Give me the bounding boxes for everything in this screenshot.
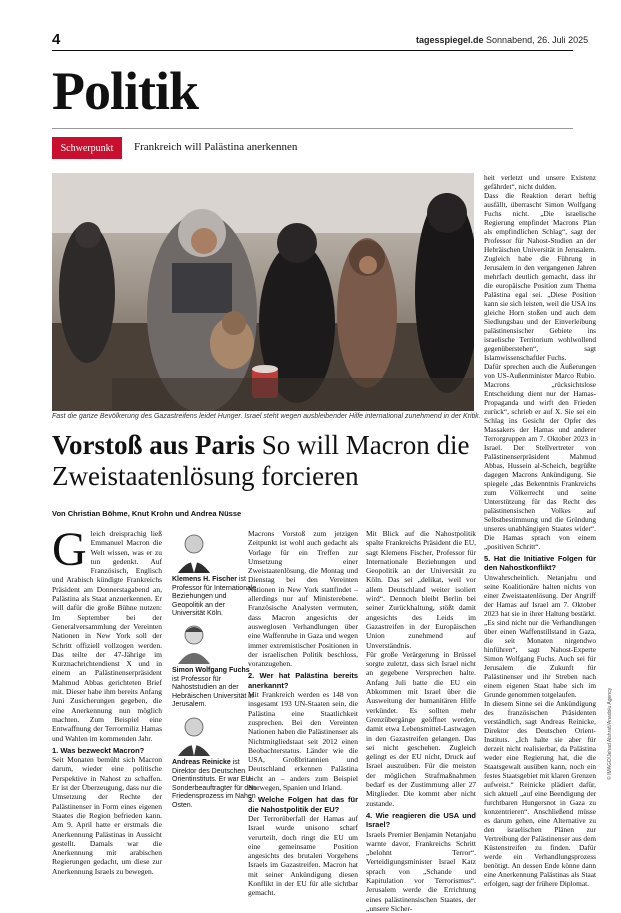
- photo-credit: © IMAGO/Jehad Alshrafi/Anadolu Agency: [607, 688, 613, 780]
- publication-name[interactable]: tagesspiegel.de: [416, 35, 484, 45]
- issue-date: Sonnabend, 26. Juli 2025: [486, 35, 588, 45]
- lead-paragraph: Gleich dreisprachig ließ Emmanuel Macron die Welt wissen, was er zu tun gedenkt. Auf Französisch, Englisch und Arabisch kündigte Frankreichs Präsident am Donnerstagabend an, Palästina als Staat anzuerkennen. Er will dafür die große Bühne nutzen: Im September bei der Generalversammlung der Vereinten Nationen in New York soll der Schritt offiziell vollzogen werden. Das teilte der 47-Jährige im Kurznachrichtendienst X und in einem an Palästinenserpräsident Mahmud Abbas gerichteten Brief mit. Dieser habe ihm bereits Anfang Juni Zusicherungen gegeben, die eine Anerkennung nun möglich machten. Zum Beispiel eine Entwaffnung der Terrormiliz Hamas und Wahlen im kommenden Jahr.: [52, 529, 162, 743]
- section-tag[interactable]: Schwerpunkt: [52, 137, 122, 159]
- paragraph: Dafür sprechen auch die Äußerungen von US-Außenminister Marco Rubio. Macrons „rücksichtslose Entscheidung dient nur der Hamas-Propaganda und wirft den Frieden zurück“, schrieb er auf X. Sie sei ein Schlag ins Gesicht der Opfer des Massakers der Hamas und anderer Terrorgruppen am 7. Oktober 2023 in Israel. Der Stellvertreter von Palästinenserpräsident Mahmud Abbas, Hussein al-Scheich, begrüßte dagegen Macrons Ankündigung. Sie spiegele „das Bekenntnis Frankreichs zum Völkerrecht und seine Unterstützung für das Recht des palästinensischen Volkes auf Selbstbestimmung und die Gründung unseres unabhängigen Staates wider“. Die Hamas sprach von einem „positiven Schritt“.: [484, 362, 596, 551]
- header-rule: [52, 50, 573, 51]
- headline: [52, 430, 474, 492]
- question-heading-1: 1. Was bezweckt Macron?: [52, 746, 162, 755]
- lead-photo-illustration: [52, 173, 474, 411]
- expert-name: Klemens H. Fischer: [172, 576, 237, 583]
- paragraph: Israels Premier Benjamin Netanjahu warnte davor, Frankreichs Schritt „belohnt Terror“. Verteidigungsminister Israel Katz sprach von „Schande und Kapitulation vor Terrorismus“. Jerusalem werde die Errichtung eines palästinensischen Staates, der „unsere Sicher-: [366, 830, 476, 913]
- paragraph: Der Terrorüberfall der Hamas auf Israel wurde unisono scharf verurteilt, doch ringt die EU um eine gemeinsame Position angesichts des brutalen Vorgehens Israels im Gazastreifen. Macron hat mit seiner Ankündigung diesen Konflikt in der EU für alle sichtbar gemacht.: [248, 814, 358, 898]
- lead-photo: [52, 173, 474, 411]
- article-column-4: [484, 173, 596, 888]
- paragraph: Macrons Vorstoß zum jetzigen Zeitpunkt ist wohl auch gedacht als Vorlage für ein Treffen zur Umsetzung einer Zweistaatenlösung, die Montag und Dienstag bei den Vereinten Nationen in New York stattfindet – allerdings nur auf Ministerebene. Französische Analysten vermuten, dass Macron angesichts der ausweglosen Verhandlungen über eine Waffenruhe in Gaza und wegen immer extremistischer Positionen in der israelischen Politik beschloss, voranzugehen.: [248, 529, 358, 668]
- portrait-fischer: [172, 529, 216, 573]
- paragraph: Seit Monaten bemüht sich Macron darum, wieder eine politische Perspektive in Nahost zu schaffen. Er ist der Überzeugung, dass nur die Umsetzung der Rechte der Palästinenser in Form eines eigenen Staates die Region befrieden kann. Am 9. April hatte er erstmals die Anerkennung Palästinas in Aussicht gestellt. Damals war die Anerkennung mit arabischen Regierungen gedacht, um diese zur Anerkennung Israels zu bewegen.: [52, 755, 162, 876]
- masthead: [416, 35, 588, 45]
- expert-description: ist Direktor des Deutschen Orientinstituts. Er war EU-Sonderbeauftragter für den Friedensprozess im Nahen Osten.: [172, 759, 256, 809]
- drop-cap: G: [52, 531, 87, 569]
- paragraph: Für große Verärgerung in Brüssel sorgte zuletzt, dass sich Israel nicht an gegebene Versprechen halte. Anfang Juli hatte die EU ein Abkommen mit Israel über die Ausweitung der humanitären Hilfe verkündet. Es sollten mehr Grenzübergänge geöffnet werden, damit etwa Lebensmittel-Lastwagen in den Gazastreifen gelangen. Das sei nicht geschehen. Zugleich gelingt es der EU nicht, Druck auf Israel auszuüben. Für die meisten der möglichen Strafmaßnahmen bedarf es der Zustimmung aller 27 Mitglieder. Die kommt aber nicht zustande.: [366, 650, 476, 808]
- expert-bio-1: [172, 529, 257, 619]
- expert-description: ist Professor für Nahoststudien an der Hebräischen Universität in Jerusalem.: [172, 676, 254, 709]
- paragraph: Unwahrscheinlich. Netanjahu und seine Koalitionäre halten nichts von einer Zweistaatenlösung. Der Angriff der Hamas auf Israel am 7. Oktober 2023 hat sie in ihrer Haltung bestärkt. „Es sind nicht nur die Verhandlungen über einen Waffenstillstand in Gaza, die seit Monaten nirgendwo hinführen“, sagt Nahost-Experte Simon Wolfgang Fuchs. Auch sei für Jerusalem die Zukunft für Palästinenser und ihr Streben nach einem eigenen Staat habe sich im Grunde genommen totgelaufen.: [484, 573, 596, 699]
- paragraph: Mit Blick auf die Nahostpolitik spalte Frankreichs Präsident die EU, sagt Klemens Fischer, Professor für Internationale Beziehungen und Geopolitik an der Universität zu Köln. Das sei „delikat, weil vor allem Deutschland weiter isoliert wird“. Dennoch bleibt Berlin bei seiner Zurückhaltung, stößt damit angesichts des Leids im Gazastreifen in der Europäischen Union zunehmend auf Unverständnis.: [366, 529, 476, 650]
- section-title: Politik: [52, 60, 198, 122]
- portrait-reinicke: [172, 712, 216, 756]
- question-heading-4: 4. Wie reagieren die USA und Israel?: [366, 811, 476, 830]
- photo-caption: Fast die ganze Bevölkerung des Gazastreifens leidet Hunger. Israel steht wegen ausbleibender Hilfe international zunehmend in der Kritik.: [52, 413, 474, 420]
- headline-text: So will Macron die Zweistaatenlösung forcieren: [52, 430, 470, 491]
- question-heading-3: 3. Welche Folgen hat das für die Nahostpolitik der EU?: [248, 795, 358, 814]
- question-heading-5: 5. Hat die Initiative Folgen für den Nahostkonflikt?: [484, 554, 596, 573]
- expert-bio-2: [172, 620, 257, 710]
- paragraph: In diesem Sinne sei die Ankündigung des französischen Präsidenten verständlich, sagt Andreas Reinicke, Direktor des Deutschen Orient-Instituts. „Ich halte sie aber für derzeit nicht realisierbar, da Palästina weder eine Regierung hat, die die Staatsgewalt ausüben kann, noch ein festes Staatsgebiet mit klaren Grenzen aufweist.“ Reinicke plädiert dafür, sich aktuell „auf eine Beendigung der furchtbaren Hungersnot in Gaza zu konzentrieren“. Anschließend müsse es darum gehen, eine Alternative zu den israelischen Plänen zur Vertreibung der Palästinenser aus dem Küstenstreifen zu finden. Dafür werde ein Verhandlungsprozess benötigt. An dessen Ende könne dann eine Anerkennung Palästinas als Staat erfolgen, sagt der frühere Diplomat.: [484, 699, 596, 888]
- paragraph: heit verletzt und unsere Existenz gefährdet“, nicht dulden.: [484, 173, 596, 191]
- paragraph: Mit Frankreich werden es 148 von insgesamt 193 UN-Staaten sein, die Palästina eine Staatlichkeit zusprechen. Bei den Vereinten Nationen haben die Palästinenser als Nichtmitgliedstaat seit 2012 einen Beobachterstatus. Länder wie die USA, Großbritannien und Deutschland erkennen Palästina nicht an – anders zum Beispiel Norwegen, Spanien und Irland.: [248, 690, 358, 792]
- paragraph: Dass die Reaktion derart heftig ausfällt, überrascht Simon Wolfgang Fuchs nicht. „Die israelische Regierung empfindet Macrons Plan als empfindlichen Schlag“, sagt der Professor für Nahost-Studien an der Hebräischen Universität in Jerusalem. Zugleich habe die Führung in Jerusalem in den vergangenen Jahren mehrfach deutlich gemacht, dass ihr die europäische Position zum Thema Palästina egal sei. „Diese Position kann sie sich leisten, weil die USA ins gleiche Horn stoßen und auch dem Siedlungsbau und der Einverleibung palästinensischer Gebiete ins israelische Territorium wohlwollend gegenüberstehen“, sagt Islamwissenschaftler Fuchs.: [484, 191, 596, 362]
- byline: Von Christian Böhme, Knut Krohn und Andrea Nüsse: [52, 509, 241, 518]
- portrait-fuchs: [172, 620, 216, 664]
- page-number: 4: [52, 31, 60, 48]
- expert-description: ist Professor für Internationale Beziehungen und Geopolitik an der Universität Köln.: [172, 576, 256, 617]
- article-column-3: [366, 529, 476, 913]
- section-rule: [52, 128, 573, 129]
- expert-name: Andreas Reinicke: [172, 759, 231, 766]
- headline-kicker: Vorstoß aus Paris: [52, 430, 255, 460]
- article-column-1: [52, 529, 162, 876]
- question-heading-2: 2. Wer hat Palästina bereits anerkannt?: [248, 671, 358, 690]
- expert-bio-3: [172, 712, 257, 811]
- article-column-2: [248, 529, 358, 898]
- expert-name: Simon Wolfgang Fuchs: [172, 667, 250, 674]
- section-tag-title: Frankreich will Palästina anerkennen: [134, 141, 297, 153]
